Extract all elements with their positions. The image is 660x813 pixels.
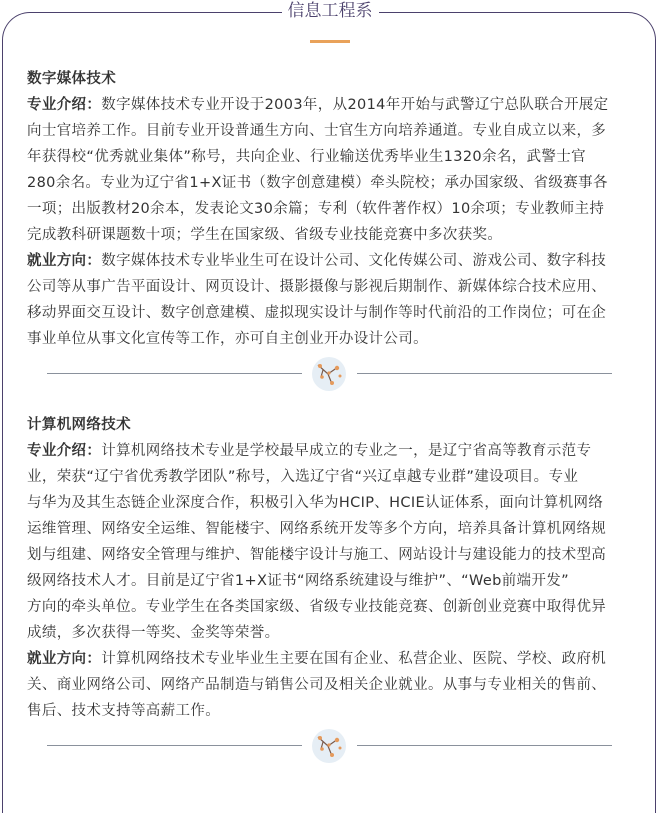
intro-text: 运维管理、网络安全运维、智能楼宇、网络系统开发等多个方向，培养具备计算机网络规 [27,521,607,537]
intro-label: 专业介绍： [27,443,102,459]
intro-line [27,516,637,542]
career-text: 移动界面交互设计、数字创意建模、虚拟现实设计与制作等时代前沿的工作岗位；可在企 [27,305,607,321]
career-line [27,646,637,672]
intro-text: 计算机网络技术专业是学校最早成立的专业之一，是辽宁省高等教育示范专 [101,443,592,459]
plum-blossom-branch-icon [312,357,346,391]
intro-text: 成绩，多次获得一等奖、金奖等荣誉。 [27,625,280,641]
career-text: 事业单位从事文化宣传等工作，亦可自主创业开办设计公司。 [27,331,428,347]
career-line [27,672,637,698]
divider-line [357,373,612,374]
intro-text: 向士官培养工作。目前专业开设普通生方向、士官生方向培养通道。专业自成立以来，多 [27,123,607,139]
career-line [27,300,637,326]
plum-blossom-branch-icon [312,729,346,763]
divider-line [47,373,302,374]
major-name: 数字媒体技术 [27,71,117,87]
intro-text: 一项；出版教材20余本，发表论文30余篇；专利（软件著作权）10余项；专业教师主持 [27,201,605,217]
career-text: 计算机网络技术专业毕业生主要在国有企业、私营企业、医院、学校、政府机 [101,651,607,667]
intro-text: 级网络技术人才。目前是辽宁省1+X证书“网络系统建设与维护”、“Web前端开发” [27,573,569,589]
intro-line [27,438,637,464]
intro-text: 划与组建、网络安全管理与维护、智能楼宇设计与施工、网站设计与建设能力的技术型高 [27,547,607,563]
intro-line [27,542,637,568]
major-name: 计算机网络技术 [27,417,131,433]
intro-line [27,92,637,118]
major-section [27,412,637,784]
intro-line [27,196,637,222]
intro-line [27,118,637,144]
department-header [0,0,660,22]
career-text: 公司等从事广告平面设计、网页设计、摄影摄像与影视后期制作、新媒体综合技术应用、 [27,279,607,295]
intro-line [27,594,637,620]
intro-text: 完成教科研课题数十项；学生在国家级、省级专业技能竞赛中多次获奖。 [27,227,503,243]
section-divider [27,352,637,412]
career-text: 关、商业网络公司、网络产品制造与销售公司及相关企业就业。从事与专业相关的售前、 [27,677,607,693]
career-label: 就业方向： [27,651,102,667]
divider-line [357,745,612,746]
career-text: 售后、技术支持等高薪工作。 [27,703,221,719]
intro-line [27,620,637,646]
career-line [27,326,637,352]
career-label: 就业方向： [27,253,102,269]
majors-content [27,66,637,784]
intro-text: 280余名。专业为辽宁省1+X证书（数字创意建模）牵头院校；承办国家级、省级赛事各 [27,175,608,191]
career-line [27,248,637,274]
intro-line [27,568,637,594]
intro-text: 数字媒体技术专业开设于2003年，从2014年开始与武警辽宁总队联合开展定 [101,97,609,113]
intro-label: 专业介绍： [27,97,102,113]
section-divider [27,724,637,784]
major-section [27,66,637,412]
title-accent-bar [310,40,350,43]
department-title: 信息工程系 [282,1,379,21]
career-line [27,698,637,724]
intro-text: 业，荣获“辽宁省优秀教学团队”称号，入选辽宁省“兴辽卓越专业群”建设项目。专业 [27,469,579,485]
intro-text: 与华为及其生态链企业深度合作，积极引入华为HCIP、HCIE认证体系，面向计算机网络 [27,495,604,511]
intro-line [27,490,637,516]
intro-line [27,222,637,248]
intro-line [27,464,637,490]
divider-line [47,745,302,746]
career-line [27,274,637,300]
intro-line [27,170,637,196]
career-text: 数字媒体技术专业毕业生可在设计公司、文化传媒公司、游戏公司、数字科技 [101,253,607,269]
intro-line [27,144,637,170]
intro-text: 年获得校“优秀就业集体”称号，共向企业、行业输送优秀毕业生1320余名，武警士官 [27,149,586,165]
intro-text: 方向的牵头单位。专业学生在各类国家级、省级专业技能竞赛、创新创业竞赛中取得优异 [27,599,607,615]
